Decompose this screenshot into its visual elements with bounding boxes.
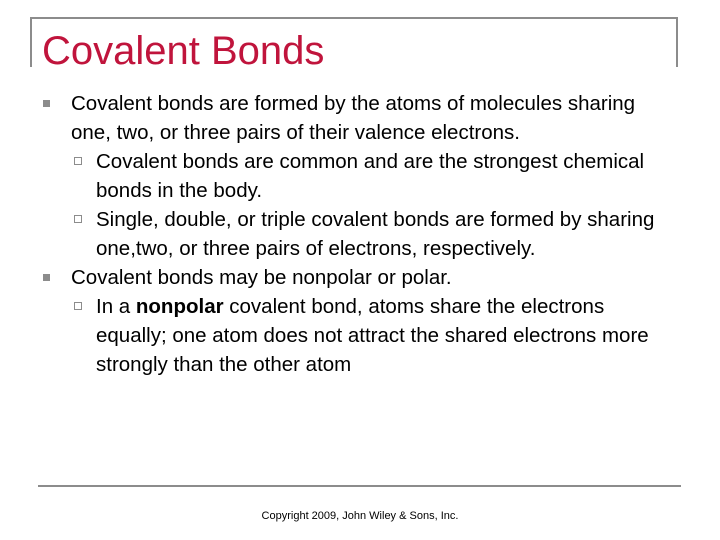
sub-bullet-item <box>40 205 680 263</box>
slide-title: Covalent Bonds <box>42 29 325 73</box>
hollow-square-bullet-icon <box>74 157 82 165</box>
sub-bullet-item <box>40 147 680 205</box>
emphasis-nonpolar: nonpolar <box>135 295 224 318</box>
bullet-text: Covalent bonds are formed by the atoms of molecules sharing one, two, or three pairs of their valence electrons. <box>71 92 636 144</box>
sub-bullet-text-end: covalent bond, atoms share the electrons equally; one atom does not attract the shared electrons more strongly than the other atom <box>96 295 649 376</box>
square-bullet-icon <box>43 100 50 107</box>
copyright-footer: Copyright 2009, John Wiley & Sons, Inc. <box>261 510 459 522</box>
sub-bullet-text: Covalent bonds are common and are the strongest chemical bonds in the body. <box>96 150 645 202</box>
sub-bullet-text: Single, double, or triple covalent bonds are formed by sharing one,two, or three pairs of electrons, respectively. <box>96 208 655 260</box>
title-frame-top-rule <box>30 17 678 19</box>
bullet-item <box>40 89 680 147</box>
square-bullet-icon <box>43 274 50 281</box>
slide-body <box>40 89 680 379</box>
sub-bullet-text-start: In a <box>96 295 136 318</box>
title-frame-left-rule <box>30 17 32 67</box>
bullet-item <box>40 263 680 292</box>
footer-rule <box>38 485 681 487</box>
hollow-square-bullet-icon <box>74 215 82 223</box>
title-frame-right-rule <box>676 17 678 67</box>
bullet-text: Covalent bonds may be nonpolar or polar. <box>71 266 452 289</box>
sub-bullet-item <box>40 292 680 379</box>
hollow-square-bullet-icon <box>74 302 82 310</box>
